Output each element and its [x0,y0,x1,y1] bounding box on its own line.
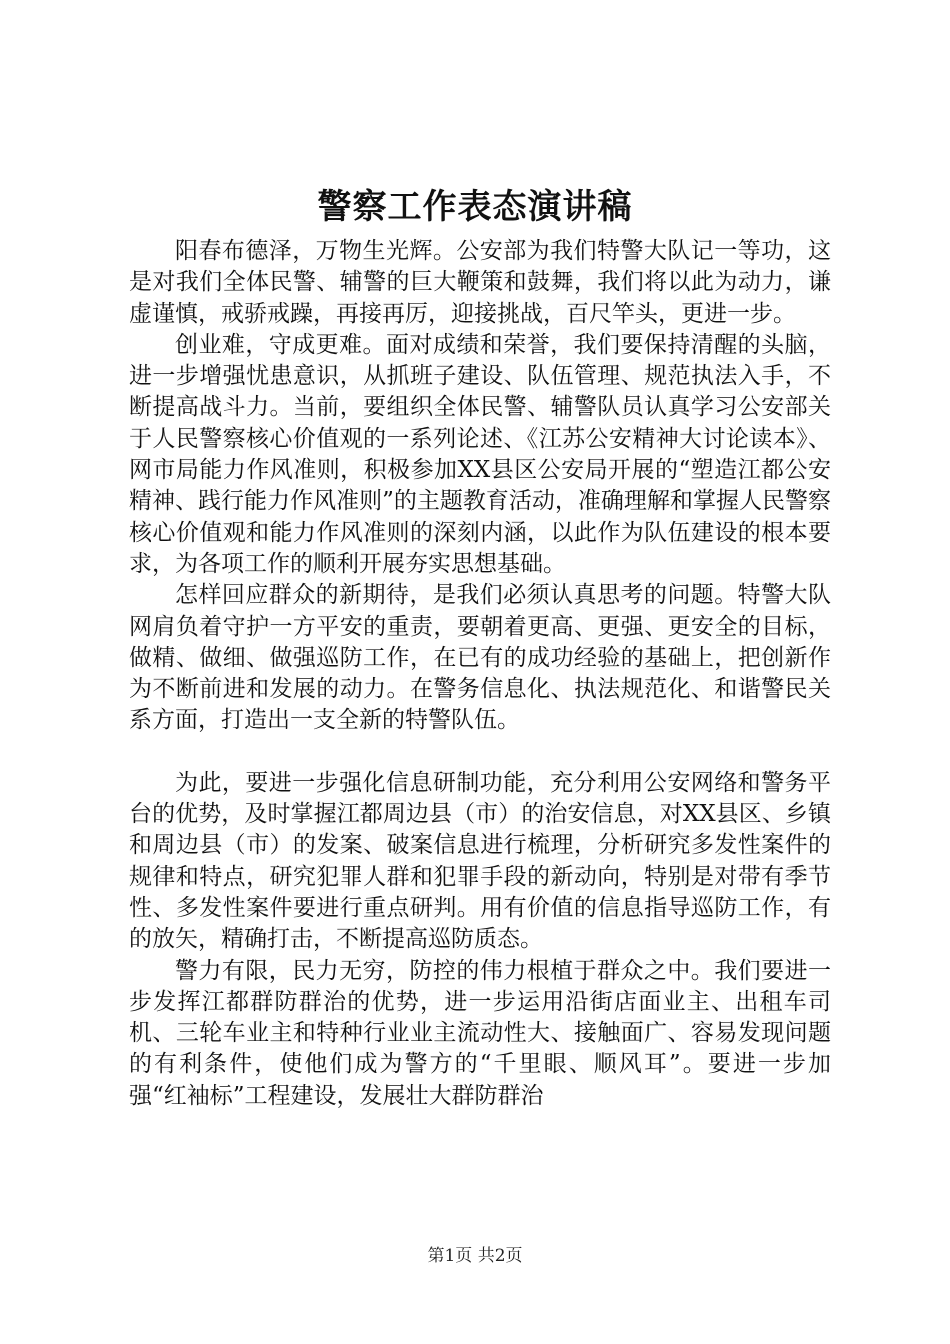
document-body [129,236,831,1112]
paragraph-spacer [129,737,831,768]
paragraph-1: 阳春布德泽，万物生光辉。公安部为我们特警大队记一等功，这是对我们全体民警、辅警的巨大鞭策和鼓舞，我们将以此为动力，谦虚谨慎，戒骄戒躁，再接再厉，迎接挑战，百尺竿头，更进一步。 [129,238,831,327]
paragraph-4: 为此，要进一步强化信息研制功能，充分利用公安网络和警务平台的优势，及时掌握江都周边县（市）的治安信息，对XX县区、乡镇和周边县（市）的发案、破案信息进行梳理，分析研究多发性案件的规律和特点，研究犯罪人群和犯罪手段的新动向，特别是对带有季节性、多发性案件要进行重点研判。用有价值的信息指导巡防工作，有的放矢，精确打击，不断提高巡防质态。 [129,769,831,953]
paragraph-5: 警力有限，民力无穷，防控的伟力根植于群众之中。我们要进一步发挥江都群防群治的优势，进一步运用沿街店面业主、出租车司机、三轮车业主和特种行业业主流动性大、接触面广、容易发现问题的有利条件，使他们成为警方的“千里眼、顺风耳”。要进一步加强“红袖标”工程建设，发展壮大群防群治 [129,957,831,1109]
document-title: 警察工作表态演讲稿 [317,187,633,227]
page-footer: 第1页 共2页 [427,1246,523,1266]
paragraph-3: 怎样回应群众的新期待，是我们必须认真思考的问题。特警大队网肩负着守护一方平安的重责，要朝着更高、更强、更安全的目标，做精、做细、做强巡防工作，在已有的成功经验的基础上，把创新作为不断前进和发展的动力。在警务信息化、执法规范化、和谐警民关系方面，打造出一支全新的特警队伍。 [129,582,831,734]
paragraph-2: 创业难，守成更难。面对成绩和荣誉，我们要保持清醒的头脑，进一步增强忧患意识，从抓班子建设、队伍管理、规范执法入手，不断提高战斗力。当前，要组织全体民警、辅警队员认真学习公安部关于人民警察核心价值观的一系列论述、《江苏公安精神大讨论读本》、网市局能力作风准则，积极参加XX县区公安局开展的“塑造江都公安精神、践行能力作风准则”的主题教育活动，准确理解和掌握人民警察核心价值观和能力作风准则的深刻内涵，以此作为队伍建设的根本要求，为各项工作的顺利开展夯实思想基础。 [129,331,831,577]
